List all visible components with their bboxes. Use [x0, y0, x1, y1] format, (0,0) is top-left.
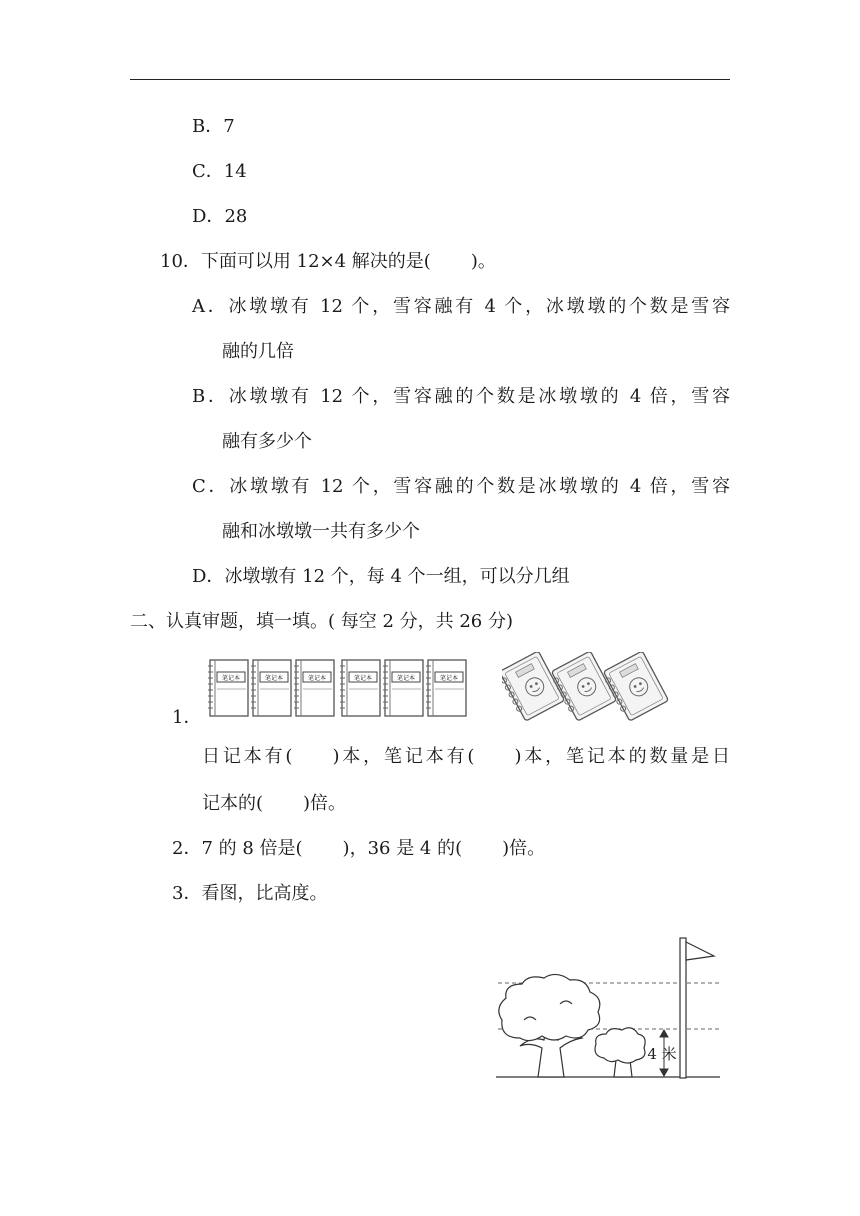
question-10-option-a	[192, 295, 730, 319]
section-2-heading: 二、认真审题，填一填。( 每空 2 分，共 26 分)	[130, 611, 514, 632]
small-tree-icon	[595, 1028, 645, 1077]
option-letter: B．	[192, 116, 224, 137]
notebook-label: 笔记本	[396, 675, 416, 682]
question-10-option-d	[192, 565, 570, 589]
question-10-option-c-cont: 融和冰墩墩一共有多少个	[222, 521, 420, 542]
option-text: 14	[223, 161, 247, 182]
question-1-line-2: 记本的( )倍。	[202, 793, 347, 814]
option-letter: C．	[192, 161, 224, 182]
diaries-illustration	[502, 652, 672, 722]
notebook-icon	[208, 660, 248, 716]
option-text: 冰墩墩有 12 个，雪容融有 4 个，冰墩墩的个数是雪容	[228, 296, 731, 317]
question-10-stem: 10．下面可以用 12×4 解决的是( )。	[160, 251, 496, 272]
question-10-option-c	[192, 475, 730, 499]
option-text: 28	[224, 206, 248, 227]
option-letter: C．	[192, 476, 230, 497]
notebook-label: 笔记本	[264, 675, 284, 682]
option-text: 冰墩墩有 12 个，雪容融的个数是冰墩墩的 4 倍，雪容	[229, 476, 730, 497]
notebook-label: 笔记本	[221, 675, 241, 682]
question-10-option-a-cont: 融的几倍	[222, 341, 294, 362]
notebook-label: 笔记本	[353, 675, 373, 682]
option-d	[192, 205, 247, 229]
flag-icon	[686, 942, 714, 960]
option-c	[192, 160, 247, 184]
option-text: 7	[223, 116, 235, 137]
notebook-label: 笔记本	[307, 675, 327, 682]
question-10-option-b-cont: 融有多少个	[222, 431, 312, 452]
option-b	[192, 115, 235, 139]
option-letter: D．	[192, 206, 225, 227]
question-3: 3．看图，比高度。	[172, 883, 328, 904]
option-letter: A．	[192, 296, 229, 317]
measure-label: 4 米	[647, 1045, 677, 1063]
header-rule	[130, 79, 730, 80]
height-comparison-figure	[490, 930, 730, 1085]
question-1-number: 1．	[172, 707, 202, 728]
option-letter: B．	[192, 386, 229, 407]
big-tree-icon	[499, 974, 600, 1077]
flag-pole	[680, 938, 686, 1078]
option-text: 冰墩墩有 12 个，每 4 个一组，可以分几组	[224, 566, 570, 587]
notebooks-illustration	[208, 656, 472, 720]
notebook-label: 笔记本	[439, 675, 459, 682]
question-10-option-b	[192, 385, 730, 409]
diary-icon	[502, 652, 565, 722]
option-letter: D．	[192, 566, 225, 587]
question-2: 2．7 的 8 倍是( )，36 是 4 的( )倍。	[172, 838, 546, 859]
option-text: 冰墩墩有 12 个，雪容融的个数是冰墩墩的 4 倍，雪容	[228, 386, 730, 407]
question-1-line-1: 日记本有( )本，笔记本有( )本，笔记本的数量是日	[202, 746, 730, 767]
